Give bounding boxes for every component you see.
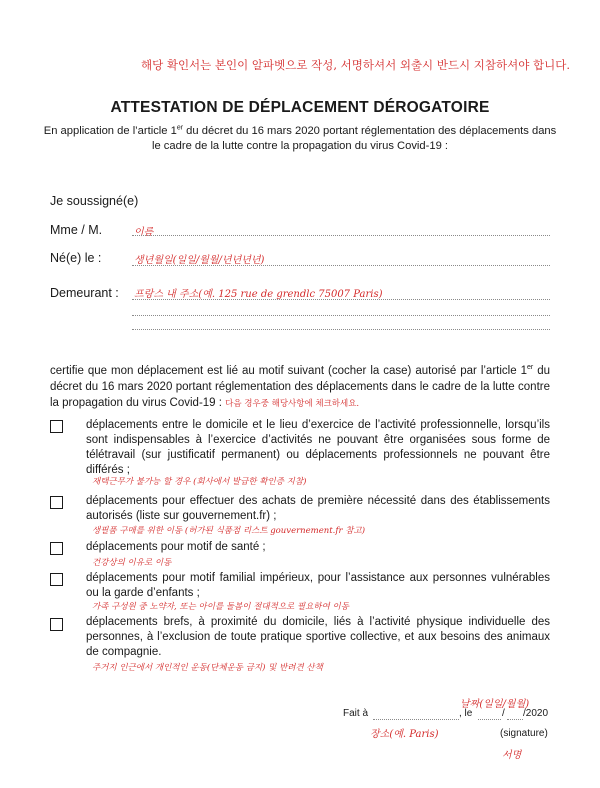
page-title: ATTESTATION DE DÉPLACEMENT DÉROGATOIRE <box>110 99 490 116</box>
signature-label: (signature) <box>500 728 548 739</box>
intro-superscript: er <box>176 124 184 132</box>
option-physical-activity-text: déplacements brefs, à proximité du domicile, liés à l’activité physique individuelle des personnes, à l’exclusion de toute pratique sportive collective, et aux besoins des animaux de compagnie. <box>86 616 550 658</box>
le-label: , le <box>459 708 473 719</box>
korean-notice: 해당 확인서는 본인이 알파벳으로 작성, 서명하셔서 외출시 반드시 지참하셔야 합니다. <box>140 58 570 72</box>
address-field-line-1[interactable] <box>132 299 550 300</box>
address-hint: 프랑스 내 주소(예. 125 rue de grendlc 75007 Paris) <box>134 289 383 300</box>
certifie-paragraph <box>50 363 550 412</box>
place-field[interactable] <box>373 719 459 720</box>
soussigne-label: Je soussigné(e) <box>50 194 139 208</box>
intro-paragraph <box>40 124 560 154</box>
option-shopping-note: 생필품 구매를 위한 이동 (허가된 식품점 리스트 gouvernement.fr 참고) <box>92 526 366 536</box>
checkbox-health[interactable] <box>50 542 63 555</box>
name-field[interactable] <box>132 235 550 236</box>
address-field-line-2[interactable] <box>132 315 550 316</box>
certifie-superscript: er <box>526 364 534 372</box>
address-label: Demeurant : <box>50 286 119 300</box>
option-family-note: 가족 구성원 중 노약자, 또는 아이를 돌봄이 절대적으로 필요하여 이동 <box>92 602 349 612</box>
signature-hint: 서명 <box>502 750 522 761</box>
option-professional-text: déplacements entre le domicile et le lieu d’exercice de l’activité professionnelle, lorsqu’ils sont indispensables à l’exercice d’activités ne pouvant être organisées sous forme de télétravail (sur justificatif permanent) ou déplacements professionnels ne pouvant être différés ; <box>86 419 550 476</box>
checkbox-family[interactable] <box>50 573 63 586</box>
option-family-text: déplacements pour motif familial impérieux, pour l’assistance aux personnes vulnérables ou la garde d’enfants ; <box>86 572 550 599</box>
option-professional-note: 재택근무가 불가능 할 경우 (회사에서 발급한 확인증 지참) <box>92 477 307 487</box>
name-label: Mme / M. <box>50 223 103 237</box>
certifie-text-end: du décret du 16 mars 2020 portant réglementation des déplacements dans le cadre de la lutte contre la propagation du virus Covid-19 : <box>50 365 550 409</box>
place-hint: 장소(예. Paris) <box>370 729 439 740</box>
checkbox-professional[interactable] <box>50 420 63 433</box>
option-health-text: déplacements pour motif de santé ; <box>86 541 266 553</box>
day-field[interactable] <box>478 719 501 720</box>
checkbox-shopping[interactable] <box>50 496 63 509</box>
year-text: /2020 <box>523 708 549 719</box>
checkbox-physical-activity[interactable] <box>50 618 63 631</box>
intro-text-start: En application de l’article 1 <box>43 125 177 137</box>
birth-hint: 생년월일(일일/월월/년년년년) <box>134 255 265 266</box>
month-field[interactable] <box>507 719 523 720</box>
address-field-line-3[interactable] <box>132 329 550 330</box>
certifie-note: 다음 경우중 해당사항에 체크하세요. <box>225 399 360 409</box>
fait-a-label: Fait à <box>343 708 369 719</box>
date-slash: / <box>502 708 505 719</box>
option-health-note: 건강상의 이유로 이동 <box>92 558 172 568</box>
birth-label: Né(e) le : <box>50 251 102 265</box>
option-physical-activity-note: 주거지 인근에서 개인적인 운동(단체운동 금지) 및 반려견 산책 <box>92 663 323 673</box>
birth-date-field[interactable] <box>132 265 550 266</box>
certifie-text-start: certifie que mon déplacement est lié au motif suivant (cocher la case) autorisé par l’article 1 <box>50 365 527 377</box>
option-shopping-text: déplacements pour effectuer des achats de première nécessité dans des établissements autorisés (liste sur gouvernement.fr) ; <box>86 495 550 522</box>
intro-text-end: du décret du 16 mars 2020 portant réglementation des déplacements dans le cadre de la lutte contre la propagation du virus Covid-19 : <box>151 125 557 152</box>
date-hint: 날짜(일일/월월) <box>460 699 530 710</box>
name-hint: 이름 <box>134 227 154 238</box>
